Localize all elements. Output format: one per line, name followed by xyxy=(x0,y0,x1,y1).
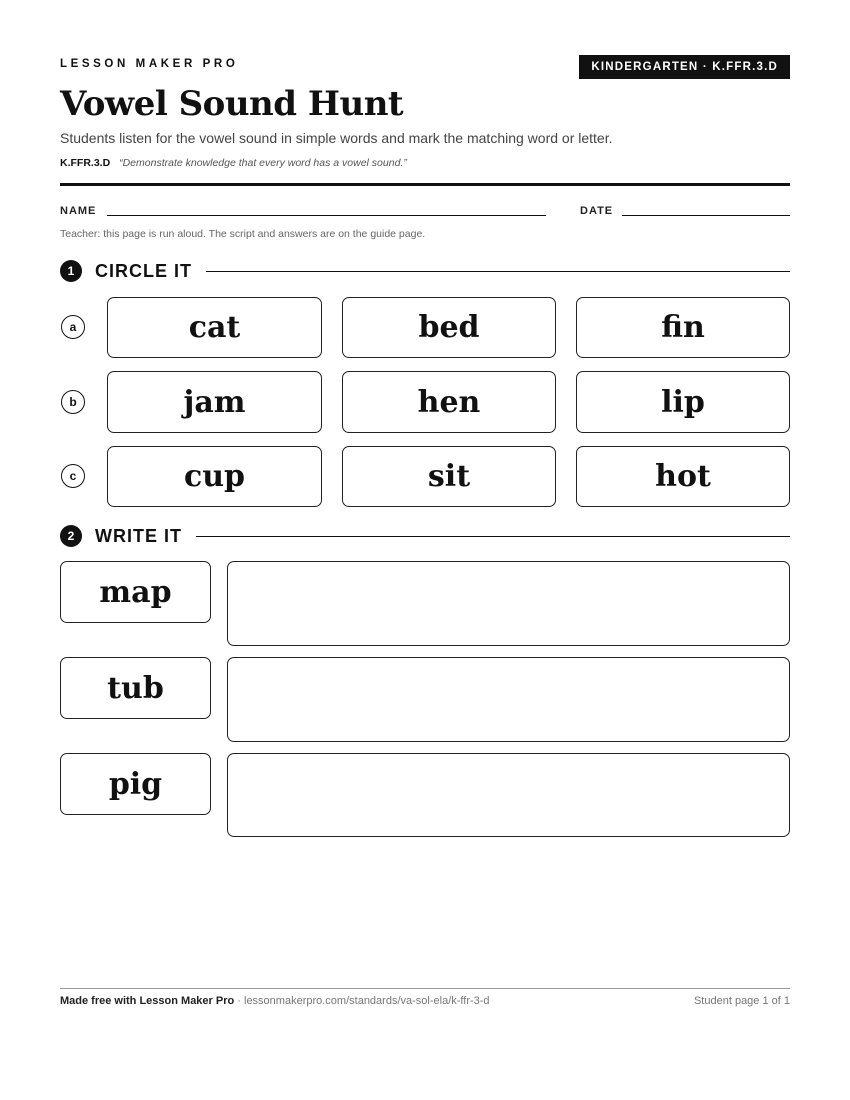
name-line[interactable] xyxy=(107,215,546,216)
footer-credit xyxy=(60,995,490,1007)
standard-reference xyxy=(60,157,407,169)
footer-page-number: Student page 1 of 1 xyxy=(693,995,790,1007)
date-line[interactable] xyxy=(622,215,790,216)
word-card[interactable]: hot xyxy=(576,446,790,507)
writing-box[interactable] xyxy=(227,561,790,646)
word-card[interactable]: sit xyxy=(342,446,556,507)
section-divider xyxy=(196,536,790,537)
brand-name: LESSON MAKER PRO xyxy=(60,58,239,70)
prompt-word-card: pig xyxy=(60,753,211,815)
word-card[interactable]: cup xyxy=(107,446,322,507)
date-label: DATE xyxy=(580,205,614,217)
word-card[interactable]: hen xyxy=(342,371,556,433)
footer-made-with: Made free with Lesson Maker Pro xyxy=(60,995,235,1007)
section-divider xyxy=(206,271,790,272)
word-card[interactable]: jam xyxy=(107,371,322,433)
section-title: WRITE IT xyxy=(95,525,182,546)
header-divider xyxy=(60,183,790,186)
writing-box[interactable] xyxy=(227,753,790,837)
worksheet-title: Vowel Sound Hunt xyxy=(60,84,404,124)
row-letter-b: b xyxy=(61,390,85,414)
word-card[interactable]: lip xyxy=(576,371,790,433)
standard-code: K.FFR.3.D xyxy=(60,157,111,169)
row-letter-a: a xyxy=(61,315,85,339)
worksheet-subtitle: Students listen for the vowel sound in simple words and mark the matching word or letter. xyxy=(60,130,613,146)
section-number: 1 xyxy=(60,260,82,282)
prompt-word-card: tub xyxy=(60,657,211,719)
section-number: 2 xyxy=(60,525,82,547)
prompt-word-card: map xyxy=(60,561,211,623)
word-card[interactable]: cat xyxy=(107,297,322,358)
grade-standard-badge: KINDERGARTEN · K.FFR.3.D xyxy=(579,55,790,79)
name-label: NAME xyxy=(60,205,97,217)
footer-divider xyxy=(60,988,790,989)
row-letter-c: c xyxy=(61,464,85,488)
word-card[interactable]: fin xyxy=(576,297,790,358)
section-title: CIRCLE IT xyxy=(95,260,192,281)
teacher-note: Teacher: this page is run aloud. The script and answers are on the guide page. xyxy=(60,228,426,240)
standard-description: “Demonstrate knowledge that every word has a vowel sound.” xyxy=(119,157,407,169)
footer-url[interactable]: · lessonmakerpro.com/standards/va-sol-ela/k-ffr-3-d xyxy=(234,995,490,1007)
section-circle-it-header xyxy=(60,259,790,283)
word-card[interactable]: bed xyxy=(342,297,556,358)
section-write-it-header xyxy=(60,524,790,548)
writing-box[interactable] xyxy=(227,657,790,742)
